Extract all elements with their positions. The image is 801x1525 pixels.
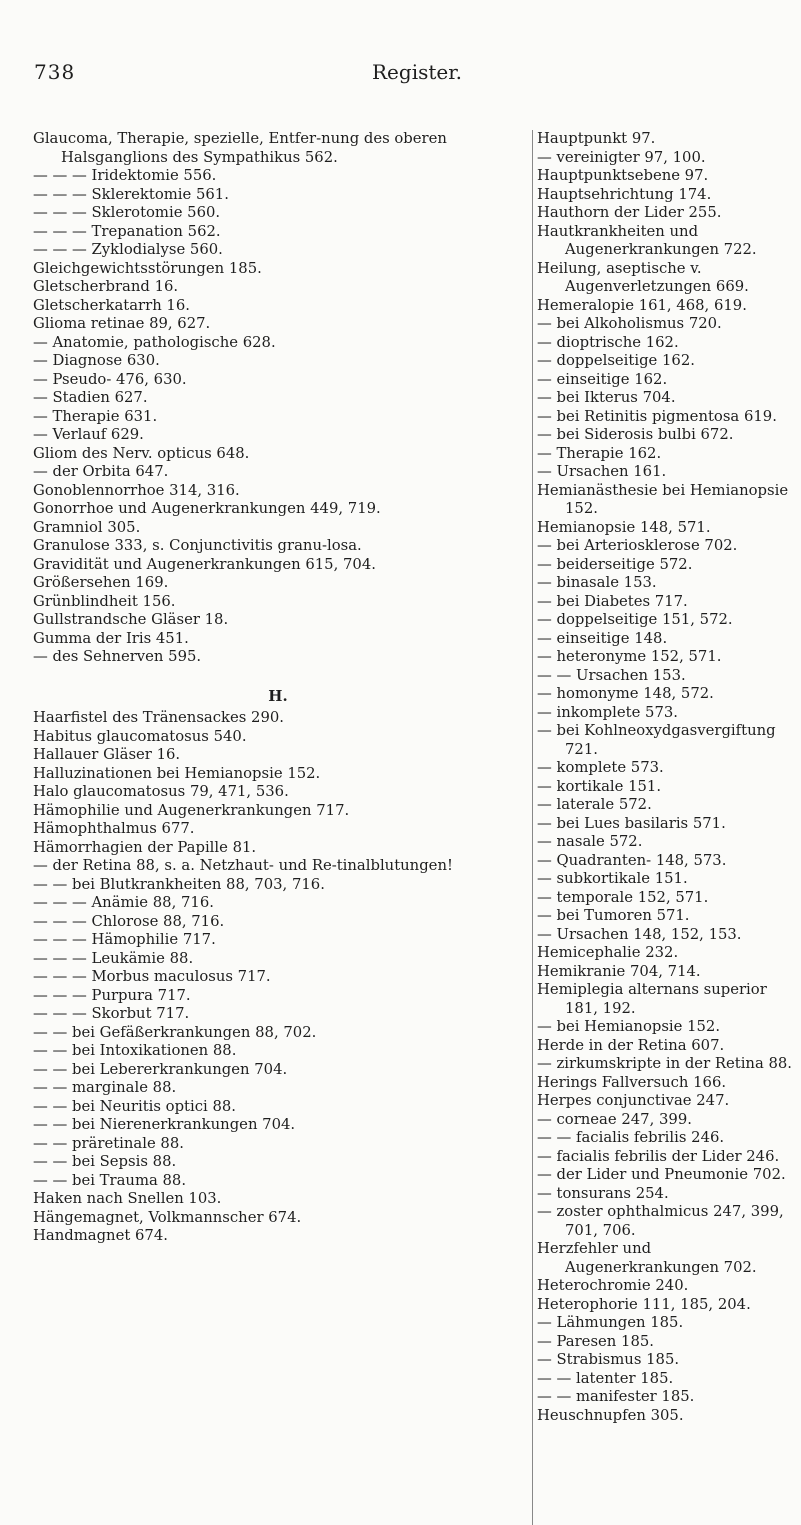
index-entry: Hängemagnet, Volkmannscher 674. [33, 1208, 302, 1226]
index-entry: Gleichgewichtsstörungen 185. [33, 259, 262, 277]
index-entry: Herde in der Retina 607. [537, 1036, 725, 1054]
index-entry: — einseitige 162. [537, 370, 668, 388]
index-entry: — — manifester 185. [537, 1388, 695, 1405]
index-entry: — — facialis febrilis 246. [537, 1129, 725, 1146]
index-entry: — binasale 153. [537, 574, 657, 591]
index-entry: — beiderseitige 572. [537, 555, 693, 573]
page-header [0, 60, 801, 100]
index-entry: — bei Ikterus 704. [537, 389, 676, 406]
index-entry: — — — Zyklodialyse 560. [33, 241, 223, 258]
index-entry: Gramniol 305. [33, 518, 141, 536]
index-entry: — — — Trepanation 562. [33, 222, 221, 240]
index-entry: Hämophthalmus 677. [33, 820, 195, 837]
index-entry: — Lähmungen 185. [537, 1314, 684, 1331]
index-entry: — — — Leukämie 88. [33, 949, 194, 967]
index-entry: Gletscherkatarrh 16. [33, 296, 190, 314]
index-entry: — bei Alkoholismus 720. [537, 315, 722, 332]
index-entry: — nasale 572. [537, 833, 643, 850]
entries-h [33, 709, 523, 1246]
index-entry: — Therapie 162. [537, 444, 662, 462]
index-entry: Herzfehler und Augenerkrankungen 702. [537, 1240, 757, 1276]
index-entry: Hemikranie 704, 714. [537, 962, 701, 980]
running-head: Register. [372, 60, 462, 84]
index-entry: — des Sehnerven 595. [33, 648, 202, 665]
index-entry: — der Orbita 647. [33, 463, 169, 480]
index-entry: — laterale 572. [537, 796, 652, 813]
index-entry: — — Ursachen 153. [537, 666, 686, 684]
index-entry: Hemianopsie 148, 571. [537, 518, 711, 536]
index-entry: — — — Sklerektomie 561. [33, 185, 229, 203]
index-entry: Hemicephalie 232. [537, 944, 679, 961]
index-entry: — — präretinale 88. [33, 1134, 184, 1152]
index-entry: — subkortikale 151. [537, 870, 688, 887]
index-entry: Glaucoma, Therapie, spezielle, Entfer-nung des oberen Halsganglions des Sympathikus 562. [33, 130, 447, 166]
index-entry: — Anatomie, pathologische 628. [33, 333, 276, 351]
index-entry: Haarfistel des Tränensackes 290. [33, 709, 284, 726]
index-entry: — heteronyme 152, 571. [537, 648, 722, 665]
entries-right [537, 130, 799, 1425]
entries-g [33, 130, 523, 667]
index-entry: — komplete 573. [537, 759, 664, 776]
index-entry: Herings Fallversuch 166. [537, 1073, 727, 1091]
index-entry: — doppelseitige 151, 572. [537, 611, 733, 628]
index-entry: — — — Purpura 717. [33, 986, 191, 1004]
index-entry: — bei Arteriosklerose 702. [537, 537, 738, 554]
index-entry: — Quadranten- 148, 573. [537, 851, 727, 869]
index-entry: Hemianästhesie bei Hemianopsie 152. [537, 481, 789, 517]
index-entry: Heterochromie 240. [537, 1277, 689, 1294]
index-entry: — corneae 247, 399. [537, 1110, 692, 1128]
left-column [33, 130, 523, 1246]
index-entry: — — — Anämie 88, 716. [33, 894, 214, 911]
index-entry: Größersehen 169. [33, 574, 169, 591]
index-entry: — Diagnose 630. [33, 352, 160, 369]
index-entry: — — bei Gefäßerkrankungen 88, 702. [33, 1023, 317, 1041]
index-entry: — — — Iridektomie 556. [33, 167, 217, 184]
index-entry: Halluzinationen bei Hemianopsie 152. [33, 764, 321, 782]
index-entry: Herpes conjunctivae 247. [537, 1092, 730, 1109]
index-entry: — — — Chlorose 88, 716. [33, 912, 225, 930]
index-entry: Gliom des Nerv. opticus 648. [33, 444, 250, 462]
index-entry: Hauptsehrichtung 174. [537, 185, 712, 203]
index-entry: — — bei Intoxikationen 88. [33, 1042, 237, 1059]
index-entry: — Pseudo- 476, 630. [33, 370, 187, 388]
index-entry: Granulose 333, s. Conjunctivitis granu-losa. [33, 537, 362, 554]
index-entry: — — bei Nierenerkrankungen 704. [33, 1116, 296, 1133]
index-entry: — tonsurans 254. [537, 1184, 669, 1202]
index-entry: Glioma retinae 89, 627. [33, 315, 211, 332]
index-entry: — temporale 152, 571. [537, 888, 709, 906]
index-entry: Hallauer Gläser 16. [33, 746, 181, 763]
index-entry: — einseitige 148. [537, 629, 668, 647]
index-entry: — — — Morbus maculosus 717. [33, 968, 271, 985]
index-entry: — doppelseitige 162. [537, 352, 695, 369]
index-entry: — der Lider und Pneumonie 702. [537, 1166, 786, 1183]
right-column [532, 130, 799, 1525]
index-entry: Halo glaucomatosus 79, 471, 536. [33, 783, 289, 800]
index-entry: Hauthorn der Lider 255. [537, 204, 722, 221]
index-entry: — dioptrische 162. [537, 333, 679, 351]
index-entry: Gravidität und Augenerkrankungen 615, 704. [33, 555, 376, 573]
index-entry: Heilung, aseptische v. Augenverletzungen 669. [537, 259, 749, 295]
index-entry: — — — Hämophilie 717. [33, 931, 216, 948]
index-entry: — — bei Neuritis optici 88. [33, 1097, 236, 1115]
index-entry: — Strabismus 185. [537, 1351, 680, 1368]
index-entry: Gonoblennorrhoe 314, 316. [33, 481, 240, 499]
index-entry: Haken nach Snellen 103. [33, 1190, 222, 1207]
index-entry: Gletscherbrand 16. [33, 278, 179, 295]
index-entry: Hemiplegia alternans superior 181, 192. [537, 981, 767, 1017]
index-entry: Heuschnupfen 305. [537, 1406, 684, 1424]
index-entry: Gonorrhoe und Augenerkrankungen 449, 719. [33, 500, 381, 517]
index-entry: — bei Kohlneoxydgasvergiftung 721. [537, 722, 776, 758]
index-entry: — vereinigter 97, 100. [537, 148, 706, 166]
index-entry: — bei Retinitis pigmentosa 619. [537, 407, 777, 425]
index-entry: Hemeralopie 161, 468, 619. [537, 296, 747, 314]
index-entry: Gullstrandsche Gläser 18. [33, 611, 229, 628]
index-entry: Gumma der Iris 451. [33, 629, 189, 647]
index-entry: — Verlauf 629. [33, 426, 144, 443]
index-entry: — der Retina 88, s. a. Netzhaut- und Re-tinalblutungen! [33, 857, 453, 874]
index-entry: — Paresen 185. [537, 1332, 654, 1350]
index-entry: — kortikale 151. [537, 777, 662, 795]
section-heading-h: H. [268, 686, 288, 705]
index-entry: — — bei Blutkrankheiten 88, 703, 716. [33, 875, 325, 893]
index-entry: — — — Sklerotomie 560. [33, 204, 221, 221]
index-entry: Hämorrhagien der Papille 81. [33, 838, 257, 856]
index-entry: — bei Tumoren 571. [537, 907, 690, 924]
index-entry: — homonyme 148, 572. [537, 685, 714, 702]
index-entry: — Ursachen 161. [537, 463, 667, 480]
index-entry: Hauptpunktsebene 97. [537, 167, 709, 184]
index-entry: — bei Diabetes 717. [537, 592, 688, 610]
index-entry: — bei Hemianopsie 152. [537, 1018, 721, 1035]
index-entry: Hauptpunkt 97. [537, 130, 656, 147]
index-entry: Heterophorie 111, 185, 204. [537, 1295, 751, 1313]
index-entry: Handmagnet 674. [33, 1227, 168, 1244]
index-entry: — — bei Lebererkrankungen 704. [33, 1060, 288, 1078]
index-entry: — bei Lues basilaris 571. [537, 814, 726, 832]
index-entry: Hautkrankheiten und Augenerkrankungen 722. [537, 222, 757, 258]
index-entry: — — bei Sepsis 88. [33, 1153, 177, 1170]
page-number: 738 [34, 60, 76, 84]
index-entry: — — bei Trauma 88. [33, 1171, 187, 1189]
index-entry: Grünblindheit 156. [33, 592, 176, 610]
index-entry: — zoster ophthalmicus 247, 399, 701, 706. [537, 1203, 784, 1239]
index-entry: — zirkumskripte in der Retina 88. [537, 1055, 793, 1072]
index-entry: — Ursachen 148, 152, 153. [537, 925, 742, 943]
index-entry: — facialis febrilis der Lider 246. [537, 1147, 780, 1165]
index-entry: — inkomplete 573. [537, 703, 678, 721]
index-entry: Habitus glaucomatosus 540. [33, 727, 247, 745]
index-entry: — — — Skorbut 717. [33, 1005, 190, 1022]
index-entry: — bei Siderosis bulbi 672. [537, 426, 734, 443]
index-entry: — — latenter 185. [537, 1369, 674, 1387]
index-entry: Hämophilie und Augenerkrankungen 717. [33, 801, 350, 819]
index-entry: — — marginale 88. [33, 1079, 177, 1096]
index-entry: — Therapie 631. [33, 407, 158, 425]
index-entry: — Stadien 627. [33, 389, 148, 406]
